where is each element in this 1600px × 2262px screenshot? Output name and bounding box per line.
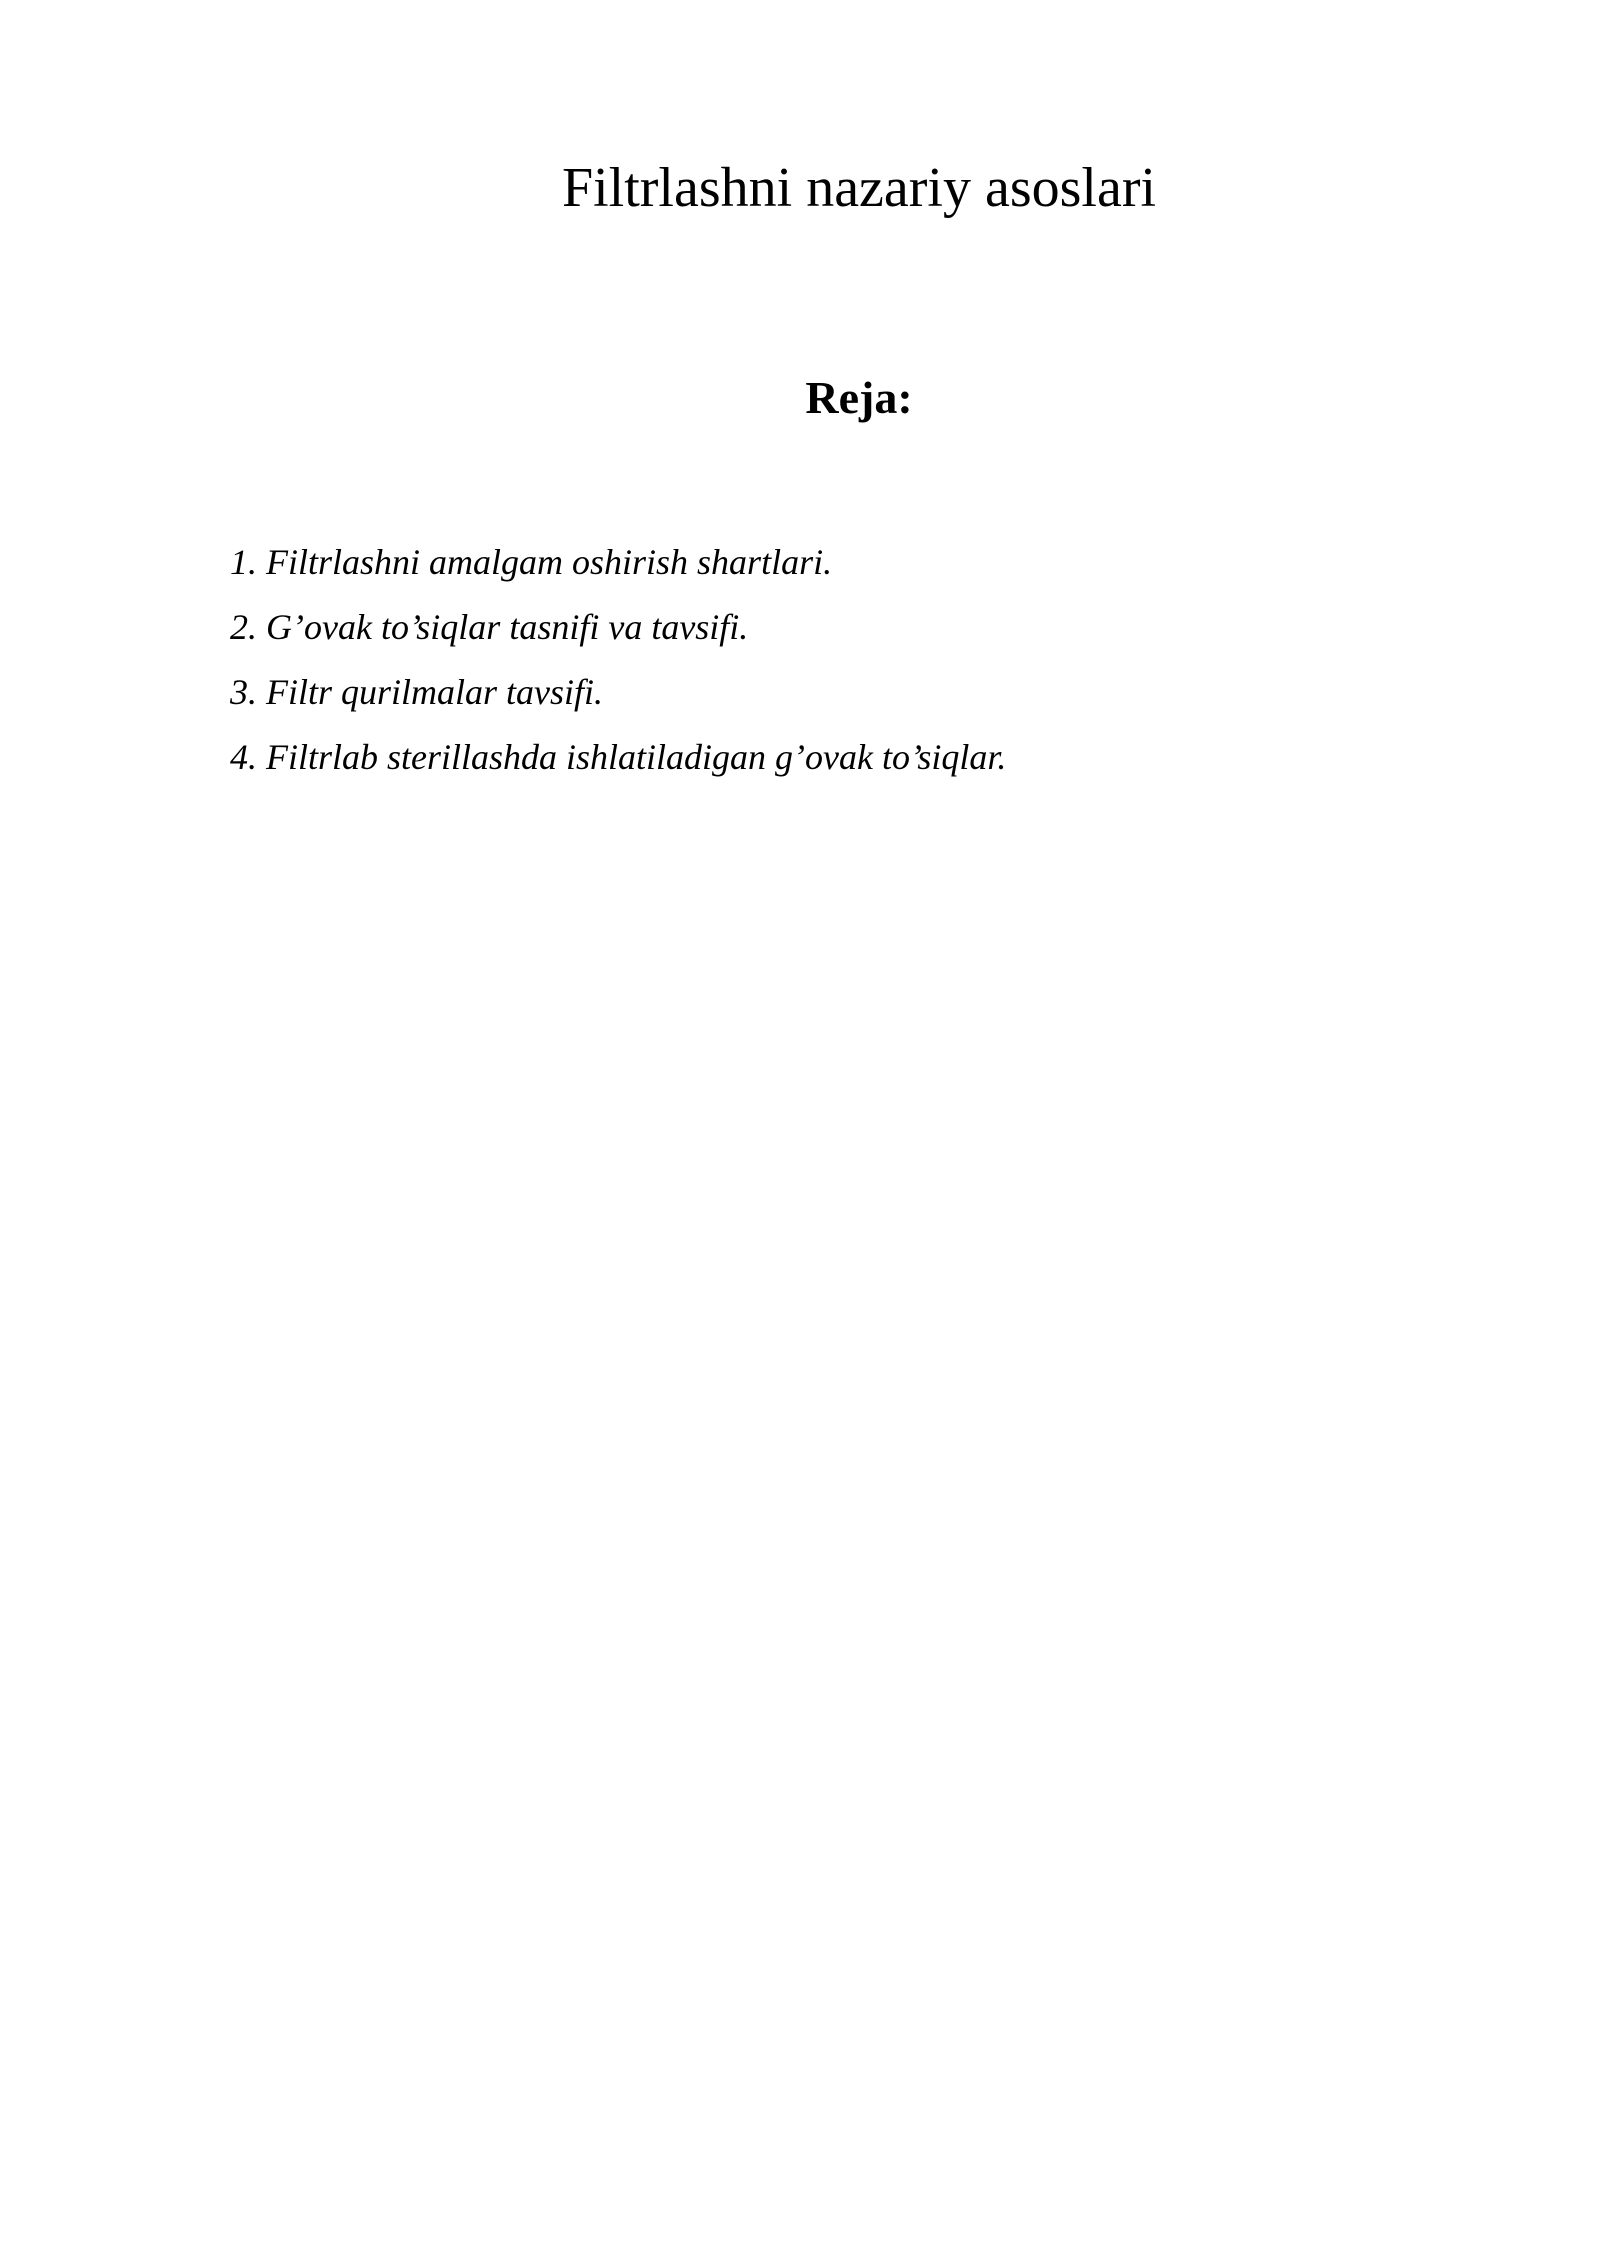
plan-list: [230, 530, 1006, 790]
plan-item-1: 1. Filtrlashni amalgam oshirish shartlari.: [230, 542, 833, 582]
plan-heading: Reja:: [805, 372, 913, 423]
plan-item-2: 2. G’ovak to’siqlar tasnifi va tavsifi.: [230, 607, 749, 647]
plan-item-3: 3. Filtr qurilmalar tavsifi.: [230, 672, 604, 712]
page-title: Filtrlashni nazariy asoslari: [561, 157, 1157, 219]
plan-item-4: 4. Filtrlab sterillashda ishlatiladigan g’ovak to’siqlar.: [230, 737, 1007, 777]
